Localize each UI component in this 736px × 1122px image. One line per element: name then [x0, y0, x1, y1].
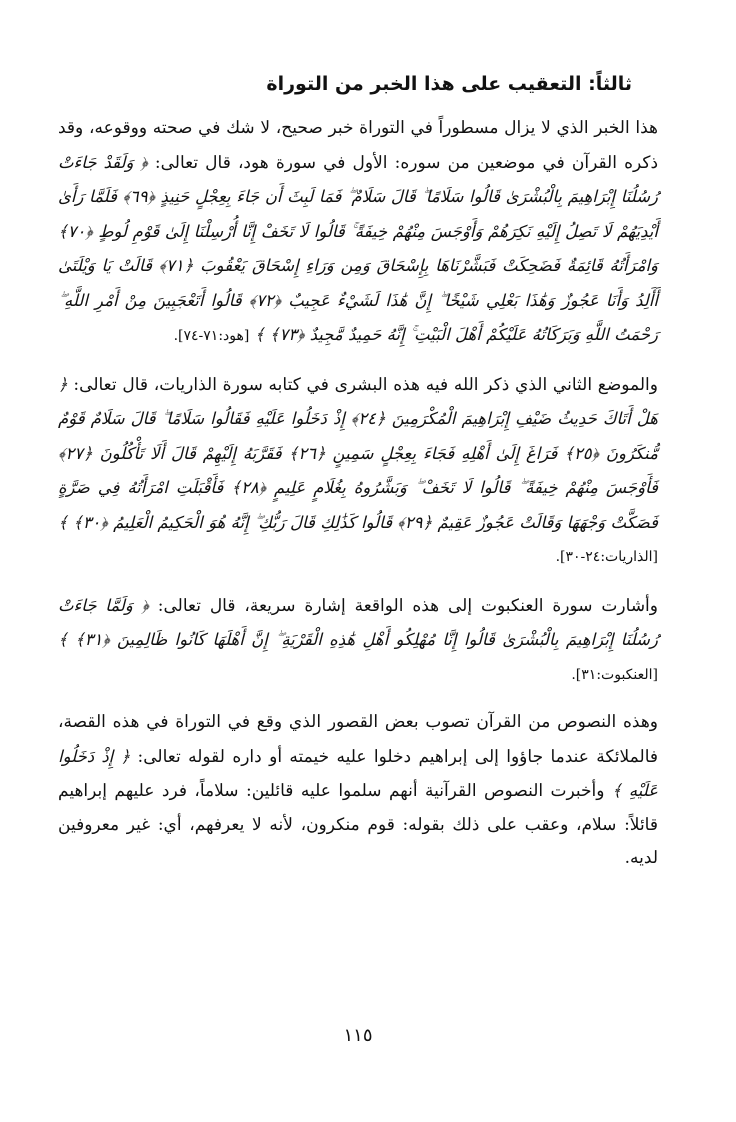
- paragraph-ankabut: [58, 589, 658, 693]
- paragraph-text: وأخبرت النصوص القرآنية أنهم سلموا عليه قائلين: سلاماً، فرد عليهم إبراهيم قائلاً: سلام، وعقب على ذلك بقوله: قوم منكرون، لأنه لا يعرفهم، أي: غير معروفين لديه.: [58, 781, 658, 868]
- book-page: [58, 70, 658, 1110]
- paragraph-text: والموضع الثاني الذي ذكر الله فيه هذه البشرى في كتابه سورة الذاريات، قال تعالى:: [73, 374, 658, 395]
- quran-verse-dhariyat: ﴿ هَلْ أَتَاكَ حَدِيثُ ضَيْفِ إِبْرَاهِيمَ الْمُكْرَمِينَ ﴿٢٤﴾ إِذْ دَخَلُوا عَلَيْهِ فَقَالُوا سَلَامًا ۖ قَالَ سَلَامٌ قَوْمٌ مُّنكَرُونَ ﴿٢٥﴾ فَرَاغَ إِلَىٰ أَهْلِهِ فَجَاءَ بِعِجْلٍ سَمِينٍ ﴿٢٦﴾ فَقَرَّبَهُ إِلَيْهِمْ قَالَ أَلَا تَأْكُلُونَ ﴿٢٧﴾ فَأَوْجَسَ مِنْهُمْ خِيفَةً ۖ قَالُوا لَا تَخَفْ ۖ وَبَشَّرُوهُ بِغُلَامٍ عَلِيمٍ ﴿٢٨﴾ فَأَقْبَلَتِ امْرَأَتُهُ فِي صَرَّةٍ فَصَكَّتْ وَجْهَهَا وَقَالَتْ عَجُوزٌ عَقِيمٌ ﴿٢٩﴾ قَالُوا كَذَٰلِكِ قَالَ رَبُّكِ ۖ إِنَّهُ هُوَ الْحَكِيمُ الْعَلِيمُ ﴿٣٠﴾ ﴾: [58, 374, 658, 532]
- paragraph-text: وأشارت سورة العنكبوت إلى هذه الواقعة إشارة سريعة، قال تعالى:: [157, 595, 658, 616]
- verse-reference: [هود:٧١-٧٤].: [173, 328, 250, 344]
- page-number: ١١٥: [343, 1025, 373, 1046]
- quran-verse-inline: ﴿ إِذْ دَخَلُوا عَلَيْهِ ﴾: [58, 746, 659, 800]
- verse-reference: [العنكبوت:٣١].: [571, 666, 658, 683]
- quran-verse-ankabut: ﴿ وَلَمَّا جَاءَتْ رُسُلُنَا إِبْرَاهِيمَ بِالْبُشْرَىٰ قَالُوا إِنَّا مُهْلِكُو أَهْلِ هَٰذِهِ الْقَرْيَةِ ۖ إِنَّ أَهْلَهَا كَانُوا ظَالِمِينَ ﴿٣١﴾ ﴾: [58, 595, 658, 649]
- paragraph-hud: [58, 112, 658, 354]
- verse-reference: [الذاريات:٢٤-٣٠].: [555, 549, 658, 565]
- paragraph-text: وهذه النصوص من القرآن تصوب بعض القصور الذي وقع في التوراة في هذه القصة، فالملائكة عندما جاؤوا إلى إبراهيم دخلوا عليه خيمته أو داره لقوله تعالى:: [58, 712, 658, 767]
- paragraph-dhariyat: [58, 368, 658, 575]
- paragraph-commentary: [58, 706, 658, 876]
- section-heading: ثالثاً: التعقيب على هذا الخبر من التوراة: [266, 73, 632, 95]
- paragraph-text: هذا الخبر الذي لا يزال مسطوراً في التوراة خبر صحيح، لا شك في صحته ووقوعه، وقد ذكره القرآن في موضعين من سوره: الأول في سورة هود، قال تعالى:: [58, 118, 659, 173]
- quran-verse-hud: ﴿ وَلَقَدْ جَاءَتْ رُسُلُنَا إِبْرَاهِيمَ بِالْبُشْرَىٰ قَالُوا سَلَامًا ۖ قَالَ سَلَامٌ ۖ فَمَا لَبِثَ أَن جَاءَ بِعِجْلٍ حَنِيذٍ ﴿٦٩﴾ فَلَمَّا رَأَىٰ أَيْدِيَهُمْ لَا تَصِلُ إِلَيْهِ نَكِرَهُمْ وَأَوْجَسَ مِنْهُمْ خِيفَةً ۚ قَالُوا لَا تَخَفْ إِنَّا أُرْسِلْنَا إِلَىٰ قَوْمِ لُوطٍ ﴿٧٠﴾ وَامْرَأَتُهُ قَائِمَةٌ فَضَحِكَتْ فَبَشَّرْنَاهَا بِإِسْحَاقَ وَمِن وَرَاءِ إِسْحَاقَ يَعْقُوبَ ﴿٧١﴾ قَالَتْ يَا وَيْلَتَىٰ أَأَلِدُ وَأَنَا عَجُوزٌ وَهَٰذَا بَعْلِي شَيْخًا ۖ إِنَّ هَٰذَا لَشَيْءٌ عَجِيبٌ ﴿٧٢﴾ قَالُوا أَتَعْجَبِينَ مِنْ أَمْرِ اللَّهِ ۖ رَحْمَتُ اللَّهِ وَبَرَكَاتُهُ عَلَيْكُمْ أَهْلَ الْبَيْتِ ۚ إِنَّهُ حَمِيدٌ مَّجِيدٌ ﴿٧٣﴾ ﴾: [58, 152, 659, 344]
